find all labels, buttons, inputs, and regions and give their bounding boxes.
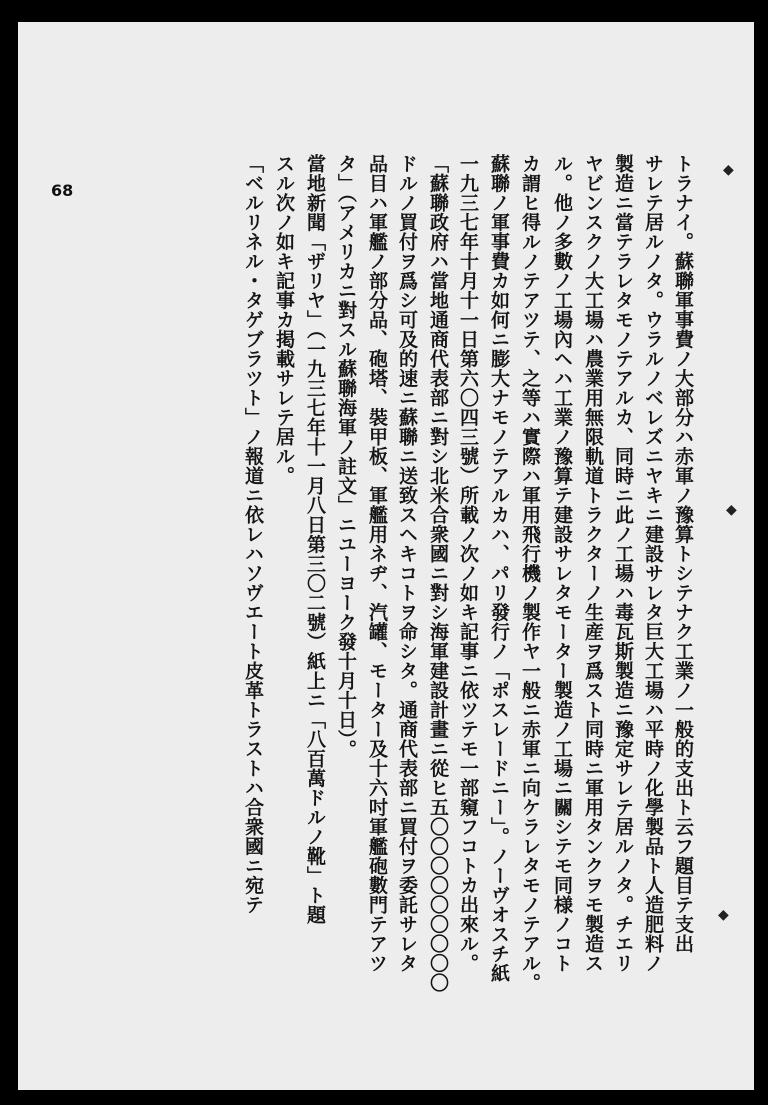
text-column: 一九三七年十月十一日第六〇四三號）所載ノ次ノ如キ記事ニ依ツテモ一部窺フコトカ出來ル。 [457,154,479,973]
text-column: サレテ居ルノタ。ウラルノベレズニヤキニ建設サレタ巨大工場ハ平時ノ化學製品ト人造肥料ノ [642,154,664,973]
document-page [18,22,754,1090]
text-column: ル。他ノ多數ノ工場內ヘハ工業ノ豫算テ建設サレタモーター製造ノ工場ニ關シテモ同様ノコト [551,154,573,973]
text-column: スル次ノ如キ記事カ掲載サレテ居ル。 [273,154,295,486]
text-column: ヤビンスクノ大工場ハ農業用無限軌道トラクターノ生産ヲ爲スト同時ニ軍用タンクヲモ製造ス [582,154,604,973]
scan-speck-mark: ◆ [723,162,734,178]
text-column: 品目ハ軍艦ノ部分品、砲塔、裝甲板、軍艦用ネヂ、汽罐、モーター及十六吋軍艦砲數門テアツ [366,154,388,973]
text-column: タ」（アメリカニ對スル蘇聯海軍ノ註文」ニユーヨーク發十月十日）。 [335,154,357,759]
scan-speck-mark: ◆ [726,502,737,518]
text-column: 蘇聯ノ軍事費カ如何ニ膨大ナモノテアルカハ、パリ發行ノ「ポスレードニー」。ノーヴオスチ紙 [488,154,510,983]
text-column: 製造ニ當テラレタモノテアルカ、同時ニ此ノ工場ハ毒瓦斯製造ニ豫定サレテ居ルノタ。チエリ [612,154,634,973]
page-number: 68 [51,181,74,200]
text-column: ドルノ買付ヲ爲シ可及的速ニ蘇聯ニ送致スヘキコトヲ命シタ。通商代表部ニ買付ヲ委託サレタ [396,154,418,973]
text-column: 當地新聞「ザリヤ」（一九三七年十一月八日第三〇二號）紙上ニ「八百萬ドルノ靴」ト題 [304,154,326,925]
text-column: 「ベルリネル・タゲブラツト」ノ報道ニ依レハソヴエート皮革トラストハ合衆國ニ宛テ [242,154,264,915]
text-column: カ謂ヒ得ルノテアツテ、之等ハ實際ハ軍用飛行機ノ製作ヤ一般ニ赤軍ニ向ケラレタモノテアル。 [519,154,541,993]
text-column: 「蘇聯政府ハ當地通商代表部ニ對シ北米合衆國ニ對シ海軍建設計畫ニ從ヒ五〇〇〇〇〇〇〇〇〇 [427,154,449,993]
scan-speck-mark: ◆ [718,907,729,923]
text-column: トラナイ。蘇聯軍事費ノ大部分ハ赤軍ノ豫算トシテナク工業ノ一般的支出ト云フ題目テ支出 [672,154,694,954]
